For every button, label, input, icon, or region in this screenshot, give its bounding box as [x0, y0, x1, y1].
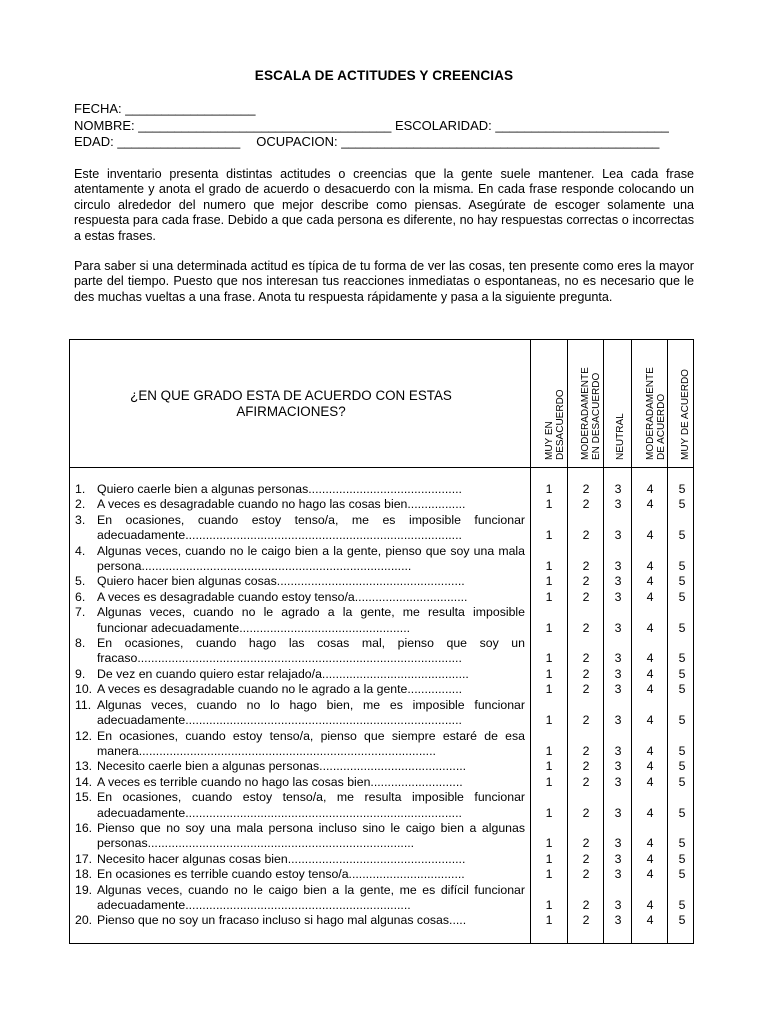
rating-option-1[interactable]: 1: [545, 482, 553, 497]
rating-option-5[interactable]: 5: [678, 620, 686, 635]
statement-row: [70, 913, 693, 928]
rating-scale: [70, 806, 693, 821]
rating-scale: [70, 682, 693, 697]
rating-option-2[interactable]: 2: [582, 682, 590, 697]
rating-option-4[interactable]: 4: [646, 743, 654, 758]
statement-row: [70, 852, 693, 867]
statement-row: [70, 636, 693, 667]
rating-option-3[interactable]: 3: [614, 559, 622, 574]
statement-row: [70, 867, 693, 882]
rating-option-2[interactable]: 2: [582, 651, 590, 666]
rating-option-5[interactable]: 5: [678, 482, 686, 497]
statement-text: Pienso que no soy una mala persona incluso sino le caigo bien a algunas personas..............................................................................: [97, 820, 525, 851]
statement-row: [70, 821, 693, 852]
column-header-2: [580, 350, 602, 460]
rating-option-3[interactable]: 3: [614, 897, 622, 912]
rating-option-5[interactable]: 5: [678, 713, 686, 728]
rating-option-5[interactable]: 5: [678, 851, 686, 866]
rating-option-5[interactable]: 5: [678, 497, 686, 512]
rating-option-4[interactable]: 4: [646, 774, 654, 789]
rating-scale: [70, 775, 693, 790]
rating-option-2[interactable]: 2: [582, 497, 590, 512]
rating-option-4[interactable]: 4: [646, 620, 654, 635]
statement-row: [70, 574, 693, 589]
rating-option-2[interactable]: 2: [582, 759, 590, 774]
rating-option-4[interactable]: 4: [646, 851, 654, 866]
rating-scale: [70, 528, 693, 543]
rating-option-2[interactable]: 2: [582, 913, 590, 928]
rating-option-5[interactable]: 5: [678, 574, 686, 589]
rating-scale: [70, 574, 693, 589]
rating-scale: [70, 651, 693, 666]
statement-number: 13.: [75, 759, 93, 774]
rating-option-3[interactable]: 3: [614, 574, 622, 589]
rating-option-2[interactable]: 2: [582, 713, 590, 728]
rating-scale: [70, 497, 693, 512]
rating-option-5[interactable]: 5: [678, 559, 686, 574]
rating-option-4[interactable]: 4: [646, 805, 654, 820]
rating-option-5[interactable]: 5: [678, 913, 686, 928]
statement-number: 5.: [75, 574, 86, 589]
statement-text: En ocasiones, cuando hago las cosas mal, pienso que soy un fracaso...............................................................................................: [97, 636, 525, 666]
rating-option-4[interactable]: 4: [646, 867, 654, 882]
rating-option-1[interactable]: 1: [545, 666, 553, 681]
statement-row: [70, 883, 693, 914]
statement-row: [70, 698, 693, 729]
rating-option-4[interactable]: 4: [646, 574, 654, 589]
rating-option-1[interactable]: 1: [545, 774, 553, 789]
rating-scale: [70, 559, 693, 574]
column-header-4: [645, 350, 667, 460]
rating-option-3[interactable]: 3: [614, 651, 622, 666]
rating-option-2[interactable]: 2: [582, 851, 590, 866]
rating-option-4[interactable]: 4: [646, 759, 654, 774]
column-header-line: DE ACUERDO: [656, 393, 667, 460]
rating-option-3[interactable]: 3: [614, 867, 622, 882]
rating-option-5[interactable]: 5: [678, 682, 686, 697]
rating-option-4[interactable]: 4: [646, 897, 654, 912]
rating-option-5[interactable]: 5: [678, 897, 686, 912]
rating-option-2[interactable]: 2: [582, 620, 590, 635]
rating-scale: [70, 852, 693, 867]
statement-text: Necesito caerle bien a algunas personas...........................................: [97, 759, 467, 774]
rating-option-4[interactable]: 4: [646, 528, 654, 543]
statement-text: A veces es terrible cuando no hago las cosas bien...........................: [97, 774, 463, 789]
column-header-line: MUY DE ACUERDO: [680, 369, 691, 460]
rating-option-5[interactable]: 5: [678, 528, 686, 543]
edad-field[interactable]: EDAD: _________________: [74, 134, 241, 149]
statement-number: 7.: [75, 605, 86, 620]
rating-option-5[interactable]: 5: [678, 867, 686, 882]
statement-text: Algunas veces, cuando no le caigo bien a la gente, me es difícil funcionar adecuadamente..................................................................: [97, 882, 525, 912]
rating-option-3[interactable]: 3: [614, 528, 622, 543]
rating-option-1[interactable]: 1: [545, 589, 553, 604]
rating-scale: [70, 759, 693, 774]
rating-scale: [70, 836, 693, 851]
statement-row: [70, 775, 693, 790]
rating-option-1[interactable]: 1: [545, 851, 553, 866]
rating-scale: [70, 744, 693, 759]
rating-option-1[interactable]: 1: [545, 867, 553, 882]
statement-number: 6.: [75, 589, 86, 604]
ocupacion-field[interactable]: OCUPACION: ____________________________________________: [256, 134, 660, 149]
rating-option-3[interactable]: 3: [614, 805, 622, 820]
rating-option-4[interactable]: 4: [646, 651, 654, 666]
statement-row: [70, 759, 693, 774]
rating-option-1[interactable]: 1: [545, 836, 553, 851]
statement-number: 20.: [75, 913, 93, 928]
statement-row: [70, 497, 693, 512]
statement-list: [70, 482, 693, 929]
column-header-line: NEUTRAL: [615, 413, 626, 460]
rating-option-2[interactable]: 2: [582, 897, 590, 912]
rating-option-4[interactable]: 4: [646, 713, 654, 728]
statement-text: En ocasiones, cuando estoy tenso/a, pienso que siempre estaré de esa manera.......................................................................................: [97, 728, 525, 758]
statement-number: 18.: [75, 867, 93, 882]
rating-option-1[interactable]: 1: [545, 743, 553, 758]
rating-option-3[interactable]: 3: [614, 913, 622, 928]
rating-option-3[interactable]: 3: [614, 774, 622, 789]
statement-text: En ocasiones, cuando estoy tenso/a, me resulta imposible funcionar adecuadamente.................................................................................: [97, 790, 525, 820]
rating-scale: [70, 667, 693, 682]
statement-row: [70, 790, 693, 821]
statement-row: [70, 513, 693, 544]
rating-option-1[interactable]: 1: [545, 651, 553, 666]
rating-option-4[interactable]: 4: [646, 497, 654, 512]
rating-option-1[interactable]: 1: [545, 574, 553, 589]
rating-option-5[interactable]: 5: [678, 805, 686, 820]
statement-text: En ocasiones, cuando estoy tenso/a, me es imposible funcionar adecuadamente.................................................................................: [97, 512, 525, 543]
rating-option-3[interactable]: 3: [614, 682, 622, 697]
statement-text: Algunas veces, cuando no lo hago bien, me es imposible funcionar adecuadamente.................................................................................: [97, 697, 525, 728]
statement-number: 4.: [75, 543, 86, 558]
rating-option-4[interactable]: 4: [646, 559, 654, 574]
rating-option-1[interactable]: 1: [545, 913, 553, 928]
statement-text: Quiero hacer bien algunas cosas.......................................................: [97, 574, 465, 589]
statement-row: [70, 590, 693, 605]
statement-row: [70, 729, 693, 760]
rating-scale: [70, 913, 693, 928]
rating-option-5[interactable]: 5: [678, 836, 686, 851]
statement-row: [70, 605, 693, 636]
statement-text: En ocasiones es terrible cuando estoy tenso/a..................................: [97, 867, 465, 882]
instructions-paragraph-1: Este inventario presenta distintas actitudes o creencias que la gente suele mantener. Lea cada frase atentamente y anota el grado de acuerdo o desacuerdo con la misma. En cada frase responde colocando un circulo alrededor del numero que mejor describe como piensas. Asegúrate de escoger solamente una respuesta para cada frase. Debido a que cada persona es diferente, no hay respuestas correctas o incorrectas a estas frases.: [74, 167, 694, 243]
statement-row: [70, 544, 693, 575]
statement-number: 11.: [75, 697, 92, 712]
statement-text: Necesito hacer algunas cosas bien....................................................: [97, 851, 466, 866]
rating-option-3[interactable]: 3: [614, 620, 622, 635]
statement-row: [70, 667, 693, 682]
rating-option-2[interactable]: 2: [582, 836, 590, 851]
statement-text: A veces es desagradable cuando no le agrado a la gente................: [97, 682, 463, 697]
column-header-line: MODERADAMENTE: [645, 367, 656, 460]
statement-text: Pienso que no soy un fracaso incluso si hago mal algunas cosas.....: [97, 913, 467, 928]
statement-number: 9.: [75, 666, 86, 681]
edad-ocupacion-field[interactable]: [74, 134, 694, 151]
statement-text: A veces es desagradable cuando estoy tenso/a.................................: [97, 589, 468, 604]
rating-scale: [70, 621, 693, 636]
rating-option-5[interactable]: 5: [678, 759, 686, 774]
statement-number: 2.: [75, 497, 86, 512]
column-header-line: MODERADAMENTE: [580, 367, 591, 460]
rating-scale: [70, 482, 693, 497]
rating-option-3[interactable]: 3: [614, 836, 622, 851]
rating-option-3[interactable]: 3: [614, 666, 622, 681]
rating-option-4[interactable]: 4: [646, 482, 654, 497]
header-divider: [70, 467, 693, 468]
column-header-line: EN DESACUERDO: [591, 372, 602, 460]
rating-option-1[interactable]: 1: [545, 497, 553, 512]
statement-number: 12.: [75, 728, 93, 743]
rating-option-1[interactable]: 1: [545, 528, 553, 543]
rating-option-2[interactable]: 2: [582, 574, 590, 589]
rating-option-1[interactable]: 1: [545, 897, 553, 912]
rating-scale: [70, 867, 693, 882]
rating-option-1[interactable]: 1: [545, 713, 553, 728]
rating-option-2[interactable]: 2: [582, 559, 590, 574]
rating-scale: [70, 713, 693, 728]
rating-option-5[interactable]: 5: [678, 651, 686, 666]
rating-option-2[interactable]: 2: [582, 867, 590, 882]
attitudes-scale-table: [69, 339, 694, 944]
column-header-5: [680, 350, 691, 460]
rating-option-2[interactable]: 2: [582, 774, 590, 789]
statement-number: 16.: [75, 820, 93, 835]
rating-option-2[interactable]: 2: [582, 743, 590, 758]
statement-number: 14.: [75, 774, 93, 789]
column-header-3: [615, 350, 626, 460]
rating-option-2[interactable]: 2: [582, 528, 590, 543]
statement-row: [70, 482, 693, 497]
column-header-line: MUY EN: [544, 421, 555, 460]
rating-option-3[interactable]: 3: [614, 759, 622, 774]
rating-option-3[interactable]: 3: [614, 497, 622, 512]
fecha-field[interactable]: FECHA: __________________: [74, 101, 256, 116]
rating-option-4[interactable]: 4: [646, 682, 654, 697]
column-header-line: DESACUERDO: [555, 389, 566, 460]
rating-option-3[interactable]: 3: [614, 713, 622, 728]
statement-number: 15.: [75, 790, 93, 805]
statement-text: Algunas veces, cuando no le caigo bien a la gente, pienso que soy una mala persona...............................................................................: [97, 543, 525, 574]
statement-number: 17.: [75, 851, 93, 866]
statement-text: A veces es desagradable cuando no hago las cosas bien.................: [97, 497, 466, 512]
rating-option-5[interactable]: 5: [678, 666, 686, 681]
rating-option-3[interactable]: 3: [614, 589, 622, 604]
statement-number: 1.: [75, 482, 86, 496]
rating-option-1[interactable]: 1: [545, 620, 553, 635]
rating-scale: [70, 590, 693, 605]
rating-option-5[interactable]: 5: [678, 774, 686, 789]
rating-option-5[interactable]: 5: [678, 743, 686, 758]
nombre-escolaridad-field[interactable]: NOMBRE: ___________________________________ ESCOLARIDAD: ________________________: [74, 117, 669, 133]
rating-option-4[interactable]: 4: [646, 913, 654, 928]
rating-option-1[interactable]: 1: [545, 559, 553, 574]
statement-row: [70, 682, 693, 697]
statement-text: Algunas veces, cuando no le agrado a la gente, me resulta imposible funcionar adecuadamente..................................................: [97, 605, 525, 635]
statement-number: 19.: [75, 882, 93, 897]
rating-option-1[interactable]: 1: [545, 682, 553, 697]
rating-option-3[interactable]: 3: [614, 851, 622, 866]
rating-option-2[interactable]: 2: [582, 589, 590, 604]
rating-option-4[interactable]: 4: [646, 836, 654, 851]
rating-scale: [70, 898, 693, 913]
rating-option-3[interactable]: 3: [614, 743, 622, 758]
instructions-paragraph-2: Para saber si una determinada actitud es típica de tu forma de ver las cosas, ten presente como eres la mayor parte del tiempo. Puesto que nos interesan tus reacciones inmediatas o espontaneas, no es necesario que le des muchas vueltas a una frase. Anota tu respuesta rápidamente y pasa a la siguiente pregunta.: [74, 259, 694, 304]
rating-option-3[interactable]: 3: [614, 482, 622, 497]
statement-text: Quiero caerle bien a algunas personas.............................................: [97, 482, 462, 496]
column-header-1: [544, 350, 566, 460]
statement-number: 10.: [75, 682, 93, 697]
rating-option-2[interactable]: 2: [582, 805, 590, 820]
statement-number: 3.: [75, 512, 86, 527]
personal-info-fields: [74, 101, 694, 151]
rating-option-4[interactable]: 4: [646, 589, 654, 604]
statement-number: 8.: [75, 636, 86, 651]
rating-option-4[interactable]: 4: [646, 666, 654, 681]
document-title: ESCALA DE ACTITUDES Y CREENCIAS: [254, 68, 514, 83]
table-question: ¿EN QUE GRADO ESTA DE ACUERDO CON ESTAS AFIRMACIONES?: [130, 388, 452, 419]
rating-option-1[interactable]: 1: [545, 805, 553, 820]
rating-option-5[interactable]: 5: [678, 589, 686, 604]
rating-option-1[interactable]: 1: [545, 759, 553, 774]
statement-text: De vez en cuando quiero estar relajado/a...........................................: [97, 666, 469, 681]
rating-option-2[interactable]: 2: [582, 482, 590, 497]
rating-option-2[interactable]: 2: [582, 666, 590, 681]
